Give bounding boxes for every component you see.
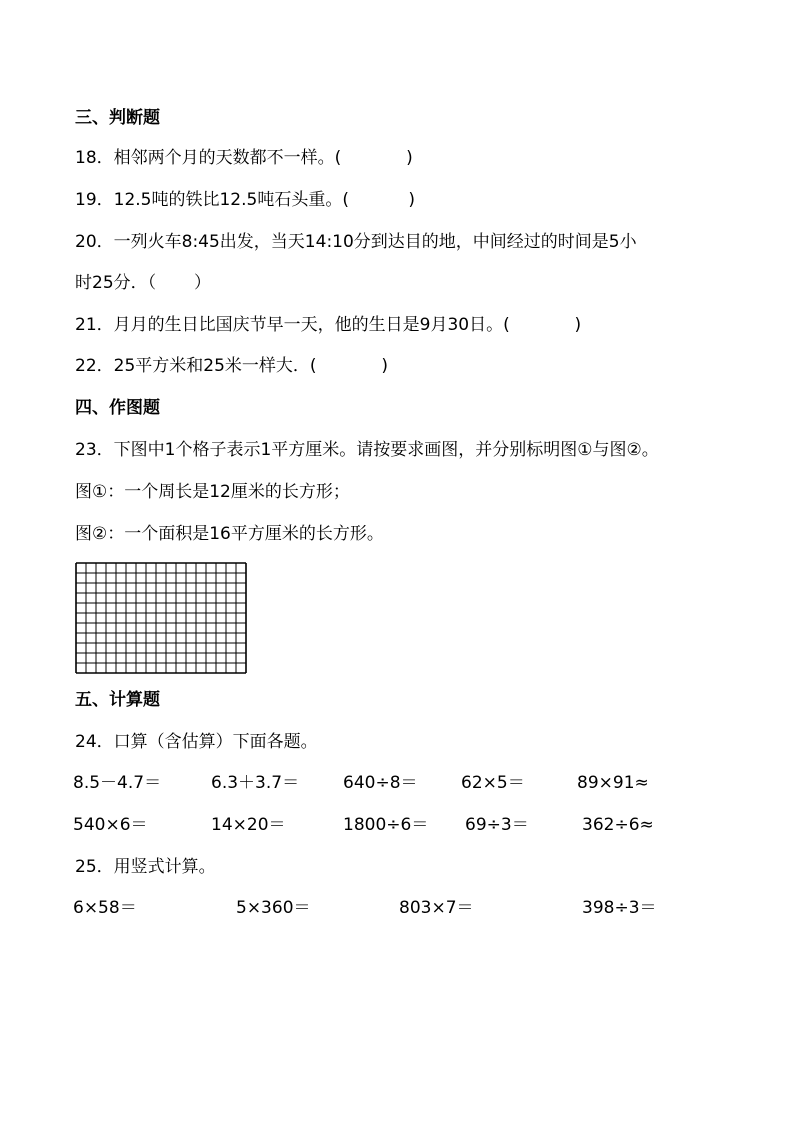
question-20: 20．一列火车8:45出发，当天14:10分到达目的地，中间经过的时间是5小 <box>75 232 637 252</box>
vertical-calc-1: 6×58＝ <box>73 898 137 918</box>
question-24: 24．口算（含估算）下面各题。 <box>75 732 318 752</box>
vertical-calc-3: 803×7＝ <box>399 898 474 918</box>
oral-calc-4: 62×5＝ <box>461 773 525 793</box>
question-22: 22．25平方米和25米一样大．( ) <box>75 356 389 376</box>
oral-calc-3: 640÷8＝ <box>343 773 418 793</box>
question-18: 18．相邻两个月的天数都不一样。( ) <box>75 148 413 168</box>
section-heading-judge: 三、判断题 <box>75 108 160 128</box>
oral-calc-7: 14×20＝ <box>211 815 286 835</box>
oral-calc-6: 540×6＝ <box>73 815 148 835</box>
oral-calc-2: 6.3＋3.7＝ <box>211 773 300 793</box>
oral-calc-8: 1800÷6＝ <box>343 815 429 835</box>
question-20-cont: 时25分．（ ） <box>75 273 211 293</box>
question-19: 19．12.5吨的铁比12.5吨石头重。( ) <box>75 190 416 210</box>
square-grid[interactable] <box>75 562 247 674</box>
oral-calc-5: 89×91≈ <box>577 773 649 793</box>
vertical-calc-2: 5×360＝ <box>236 898 311 918</box>
drawing-task-2: 图②：一个面积是16平方厘米的长方形。 <box>75 524 384 544</box>
oral-calc-9: 69÷3＝ <box>465 815 529 835</box>
section-heading-calc: 五、计算题 <box>75 690 160 710</box>
drawing-task-1: 图①：一个周长是12厘米的长方形； <box>75 482 350 502</box>
question-21: 21．月月的生日比国庆节早一天，他的生日是9月30日。( ) <box>75 315 582 335</box>
question-25: 25．用竖式计算。 <box>75 857 216 877</box>
vertical-calc-4: 398÷3＝ <box>582 898 657 918</box>
oral-calc-10: 362÷6≈ <box>582 815 654 835</box>
question-23: 23．下图中1个格子表示1平方厘米。请按要求画图，并分别标明图①与图②。 <box>75 440 659 460</box>
oral-calc-1: 8.5－4.7＝ <box>73 773 162 793</box>
section-heading-draw: 四、作图题 <box>75 398 160 418</box>
